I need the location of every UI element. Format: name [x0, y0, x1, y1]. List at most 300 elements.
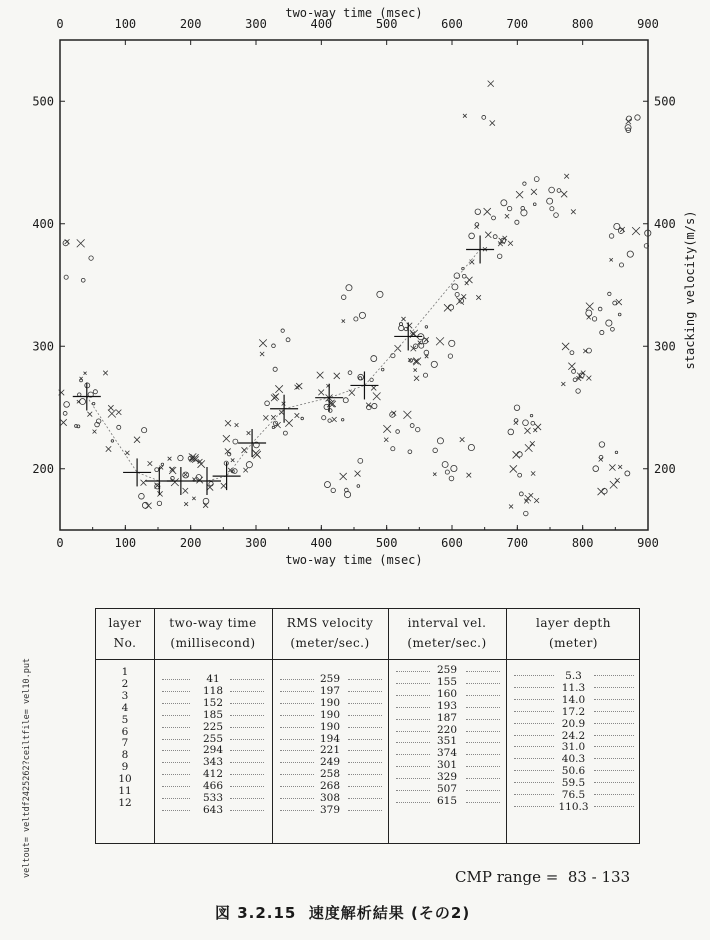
dotted-leader — [594, 770, 634, 771]
semblance-cross-mark — [108, 405, 113, 410]
layer-depth-value: 59.5 — [561, 777, 586, 790]
semblance-cross-mark — [561, 382, 565, 386]
semblance-cross-mark — [263, 415, 268, 420]
semblance-cross-mark — [355, 471, 361, 477]
semblance-circle-mark — [272, 426, 274, 428]
dotted-leader — [514, 806, 554, 807]
dotted-leader — [348, 691, 382, 692]
dotted-leader — [230, 810, 264, 811]
dotted-leader — [348, 703, 382, 704]
x-tick-label-top: 100 — [114, 17, 137, 31]
semblance-circle-mark — [431, 361, 437, 367]
semblance-cross-mark — [484, 208, 491, 215]
semblance-cross-mark — [342, 319, 345, 322]
header-text: (meter) — [548, 636, 598, 650]
semblance-cross-mark — [60, 419, 67, 426]
semblance-cross-mark — [223, 435, 230, 442]
dotted-leader — [230, 786, 264, 787]
dotted-leader — [466, 742, 500, 743]
semblance-cross-mark — [599, 457, 603, 461]
rms-velocity-value: 194 — [319, 732, 341, 745]
dotted-leader — [162, 762, 190, 763]
semblance-cross-mark — [456, 297, 464, 305]
semblance-circle-mark — [557, 189, 561, 193]
semblance-circle-mark — [593, 466, 599, 472]
semblance-cross-mark — [221, 483, 227, 489]
dotted-leader — [466, 754, 500, 755]
semblance-circle-mark — [372, 403, 377, 408]
semblance-cross-mark — [192, 497, 195, 500]
x-tick-label-top: 300 — [245, 17, 267, 31]
semblance-circle-mark — [391, 447, 395, 451]
x-tick-label-top: 600 — [441, 17, 463, 31]
semblance-circle-mark — [534, 177, 539, 182]
header-text: RMS velocity — [286, 616, 374, 630]
rms-velocity-value: 259 — [319, 673, 341, 685]
semblance-circle-mark — [455, 292, 459, 296]
semblance-circle-mark — [157, 501, 161, 505]
layer-number: 1 — [121, 666, 129, 678]
dotted-leader — [230, 727, 264, 728]
layer-number: 2 — [121, 677, 129, 690]
header-text: interval vel. — [407, 616, 487, 630]
x-tick-label-bottom: 100 — [114, 536, 137, 550]
picked-velocity-point — [238, 429, 266, 457]
interval-velocity-value: 193 — [436, 699, 458, 712]
dotted-leader — [280, 691, 314, 692]
dotted-leader — [594, 687, 634, 688]
dotted-leader — [348, 739, 382, 740]
dotted-leader — [280, 810, 314, 811]
header-layer-no — [96, 613, 154, 653]
semblance-circle-mark — [322, 416, 326, 420]
semblance-cross-mark — [116, 410, 121, 415]
rms-velocity-value: 221 — [319, 744, 341, 757]
semblance-cross-mark — [632, 227, 640, 235]
dotted-leader — [466, 719, 500, 720]
dotted-leader — [348, 786, 382, 787]
semblance-circle-mark — [602, 488, 607, 493]
semblance-cross-mark — [564, 174, 569, 179]
semblance-circle-mark — [554, 213, 559, 218]
semblance-cross-mark — [413, 358, 421, 366]
semblance-circle-mark — [324, 404, 329, 409]
two-way-time-value: 185 — [202, 708, 224, 721]
semblance-cross-mark — [490, 120, 495, 125]
two-way-time-value: 343 — [202, 756, 224, 769]
layer-number: 6 — [121, 725, 129, 738]
picked-velocity-point — [167, 467, 195, 495]
semblance-circle-mark — [63, 411, 67, 415]
x-tick-label-bottom: 300 — [245, 536, 267, 550]
semblance-circle-mark — [547, 198, 553, 204]
rms-velocity-value: 190 — [319, 720, 341, 733]
semblance-cross-mark — [586, 376, 591, 381]
semblance-cross-mark — [466, 473, 471, 478]
semblance-cross-mark — [510, 465, 517, 472]
semblance-circle-mark — [423, 373, 427, 377]
semblance-circle-mark — [64, 275, 68, 279]
semblance-circle-mark — [576, 389, 581, 394]
dotted-leader — [594, 711, 634, 712]
semblance-cross-mark — [134, 437, 140, 443]
rms-velocity-value: 268 — [319, 780, 341, 793]
semblance-cross-mark — [524, 428, 530, 434]
semblance-circle-mark — [448, 305, 453, 310]
dotted-leader — [514, 794, 554, 795]
semblance-circle-mark — [523, 182, 526, 185]
semblance-circle-mark — [614, 223, 620, 229]
dotted-leader — [466, 695, 500, 696]
semblance-circle-mark — [635, 115, 640, 120]
semblance-cross-mark — [340, 473, 347, 480]
semblance-circle-mark — [346, 285, 352, 291]
semblance-circle-mark — [371, 356, 377, 362]
header-rms-velocity — [272, 613, 388, 653]
semblance-circle-mark — [508, 429, 514, 435]
semblance-cross-mark — [609, 464, 615, 470]
interval-velocity-value: 329 — [436, 771, 458, 784]
semblance-cross-mark — [508, 241, 513, 246]
dotted-leader — [162, 703, 190, 704]
semblance-cross-mark — [159, 466, 163, 470]
semblance-cross-mark — [516, 191, 523, 198]
semblance-cross-mark — [349, 390, 355, 396]
dotted-leader — [230, 679, 264, 680]
semblance-circle-mark — [530, 414, 532, 416]
semblance-circle-mark — [272, 344, 276, 348]
dotted-leader — [594, 723, 634, 724]
semblance-circle-mark — [448, 354, 452, 358]
semblance-circle-mark — [573, 378, 577, 382]
semblance-cross-mark — [235, 423, 239, 427]
rms-velocity-value: 190 — [319, 708, 341, 721]
layer-number: 4 — [121, 701, 129, 714]
x-tick-label-top: 700 — [506, 17, 529, 31]
semblance-cross-mark — [225, 420, 231, 426]
semblance-cross-mark — [384, 438, 388, 442]
dotted-leader — [162, 786, 190, 787]
semblance-circle-mark — [627, 251, 633, 257]
rms-velocity-value: 190 — [319, 696, 341, 709]
dotted-leader — [230, 739, 264, 740]
semblance-circle-mark — [89, 256, 93, 260]
semblance-circle-mark — [550, 207, 554, 211]
dotted-leader — [162, 774, 190, 775]
semblance-cross-mark — [534, 498, 539, 503]
dotted-leader — [466, 731, 500, 732]
semblance-circle-mark — [618, 313, 621, 316]
dotted-leader — [396, 731, 430, 732]
semblance-circle-mark — [232, 469, 237, 474]
semblance-cross-mark — [531, 471, 535, 475]
semblance-circle-mark — [155, 468, 159, 472]
dotted-leader — [514, 770, 554, 771]
y-axis-title-right: stacking velocity(m/s) — [683, 210, 697, 370]
rms-velocity-value: 197 — [319, 684, 341, 697]
layer-number: 8 — [121, 749, 129, 762]
x-tick-label-top: 0 — [56, 17, 64, 31]
dotted-leader — [594, 675, 634, 676]
dotted-leader — [280, 762, 314, 763]
y-tick-label-right: 400 — [654, 216, 676, 231]
semblance-cross-mark — [414, 368, 417, 371]
layer-depth-value: 24.2 — [561, 729, 586, 742]
semblance-circle-mark — [625, 471, 630, 476]
interval-velocity-value: 374 — [436, 747, 458, 760]
semblance-cross-mark — [93, 430, 97, 434]
picked-velocity-point — [466, 235, 494, 263]
semblance-circle-mark — [592, 317, 596, 321]
semblance-circle-mark — [396, 430, 400, 434]
layer-number: 11 — [118, 785, 132, 797]
semblance-circle-mark — [492, 216, 496, 220]
layer-number: 9 — [121, 761, 129, 774]
two-way-time-value: 466 — [202, 780, 224, 793]
semblance-circle-mark — [433, 448, 438, 453]
semblance-circle-mark — [209, 482, 213, 486]
dotted-leader — [396, 802, 430, 803]
picked-velocity-line — [87, 250, 480, 482]
file-note: veltout= veltdf2425262?ceiltfile= vel10.put — [22, 657, 32, 878]
semblance-circle-mark — [452, 284, 458, 290]
header-interval-velocity — [388, 613, 506, 653]
semblance-circle-mark — [357, 485, 360, 488]
semblance-cross-mark — [460, 437, 465, 442]
dotted-leader — [230, 798, 264, 799]
semblance-cross-mark — [103, 371, 108, 376]
dotted-leader — [466, 790, 500, 791]
semblance-circle-mark — [531, 421, 535, 425]
semblance-circle-mark — [301, 417, 304, 420]
dotted-leader — [280, 750, 314, 751]
dotted-leader — [594, 746, 634, 747]
y-tick-label-left: 400 — [32, 216, 54, 231]
semblance-cross-mark — [514, 421, 518, 425]
picked-velocity-point — [123, 458, 151, 486]
semblance-cross-mark — [383, 425, 391, 433]
semblance-cross-mark — [525, 444, 533, 452]
semblance-cross-mark — [148, 461, 153, 466]
header-text: two-way time — [169, 616, 257, 630]
layer-depth-value: 20.9 — [561, 717, 586, 730]
semblance-circle-mark — [178, 455, 183, 460]
semblance-circle-mark — [587, 348, 592, 353]
dotted-leader — [466, 707, 500, 708]
semblance-circle-mark — [572, 369, 576, 373]
semblance-circle-mark — [359, 312, 365, 318]
semblance-circle-mark — [233, 439, 238, 444]
semblance-circle-mark — [93, 390, 97, 394]
header-two-way-time — [154, 613, 272, 653]
semblance-circle-mark — [283, 431, 287, 435]
interval-velocity-value: 187 — [436, 711, 458, 724]
y-tick-label-left: 200 — [32, 461, 54, 476]
semblance-cross-mark — [436, 337, 444, 345]
x-axis-title-bottom: two-way time (msec) — [285, 553, 423, 567]
dotted-leader — [230, 703, 264, 704]
dotted-leader — [594, 699, 634, 700]
semblance-circle-mark — [462, 274, 466, 278]
semblance-circle-mark — [449, 340, 455, 346]
semblance-cross-mark — [183, 473, 187, 477]
layer-number: 10 — [118, 773, 132, 786]
layer-depth-value: 110.3 — [558, 800, 589, 813]
semblance-circle-mark — [609, 234, 614, 239]
dotted-leader — [514, 687, 554, 688]
semblance-cross-mark — [275, 385, 283, 393]
dotted-leader — [514, 675, 554, 676]
dotted-leader — [466, 778, 500, 779]
dotted-leader — [466, 671, 500, 672]
x-tick-label-bottom: 500 — [375, 536, 398, 550]
semblance-circle-mark — [425, 326, 428, 329]
semblance-circle-mark — [445, 470, 449, 474]
semblance-circle-mark — [344, 491, 350, 497]
dotted-leader — [162, 691, 190, 692]
dotted-leader — [280, 786, 314, 787]
semblance-circle-mark — [381, 368, 384, 371]
semblance-cross-mark — [87, 412, 92, 417]
two-way-time-value: 118 — [202, 684, 224, 697]
dotted-leader — [162, 727, 190, 728]
semblance-cross-mark — [413, 359, 419, 365]
dotted-leader — [280, 715, 314, 716]
semblance-cross-mark — [433, 473, 436, 476]
semblance-cross-mark — [610, 481, 618, 489]
plot-frame — [60, 40, 648, 530]
semblance-circle-mark — [523, 420, 529, 426]
layer-depth-value: 11.3 — [561, 681, 586, 694]
semblance-circle-mark — [81, 278, 85, 282]
semblance-circle-mark — [497, 254, 502, 259]
interval-velocity-value: 351 — [436, 735, 458, 748]
dotted-leader — [514, 711, 554, 712]
semblance-cross-mark — [125, 451, 129, 455]
semblance-circle-mark — [377, 291, 383, 297]
dotted-leader — [594, 758, 634, 759]
semblance-circle-mark — [343, 398, 348, 403]
two-way-time-value: 225 — [202, 720, 224, 733]
semblance-circle-mark — [281, 329, 284, 332]
semblance-circle-mark — [449, 476, 454, 481]
semblance-circle-mark — [519, 492, 523, 496]
semblance-circle-mark — [606, 320, 612, 326]
y-tick-label-right: 300 — [654, 339, 676, 354]
dotted-leader — [162, 810, 190, 811]
dotted-leader — [162, 739, 190, 740]
dotted-leader — [348, 750, 382, 751]
dotted-leader — [348, 762, 382, 763]
semblance-cross-mark — [106, 446, 111, 451]
two-way-time-value: 643 — [202, 803, 224, 816]
semblance-circle-mark — [600, 330, 604, 334]
semblance-cross-mark — [259, 339, 267, 347]
semblance-circle-mark — [410, 424, 414, 428]
y-tick-label-right: 200 — [654, 461, 676, 476]
semblance-cross-mark — [84, 372, 87, 375]
semblance-circle-mark — [324, 482, 330, 488]
semblance-circle-mark — [570, 351, 574, 355]
semblance-cross-mark — [318, 390, 324, 396]
x-tick-label-bottom: 800 — [571, 536, 594, 550]
header-layer-depth — [506, 613, 641, 653]
semblance-circle-mark — [613, 301, 617, 305]
interval-velocity-value: 259 — [436, 664, 458, 676]
semblance-circle-mark — [424, 350, 429, 355]
dotted-leader — [514, 758, 554, 759]
semblance-cross-mark — [488, 81, 494, 87]
semblance-circle-mark — [142, 428, 147, 433]
semblance-cross-mark — [285, 419, 292, 426]
two-way-time-value: 412 — [202, 768, 224, 781]
semblance-cross-mark — [571, 209, 576, 214]
dotted-leader — [230, 691, 264, 692]
dotted-leader — [396, 671, 430, 672]
semblance-circle-mark — [265, 401, 270, 406]
semblance-cross-mark — [618, 465, 622, 469]
semblance-cross-mark — [157, 491, 162, 496]
semblance-circle-mark — [80, 399, 86, 405]
dotted-leader — [348, 774, 382, 775]
picked-velocity-point — [213, 462, 241, 490]
dotted-leader — [230, 715, 264, 716]
semblance-cross-mark — [475, 225, 479, 229]
semblance-cross-mark — [533, 428, 537, 432]
rms-velocity-value: 249 — [319, 756, 341, 769]
dotted-leader — [280, 727, 314, 728]
semblance-circle-mark — [246, 462, 252, 468]
semblance-cross-mark — [461, 294, 466, 299]
semblance-circle-mark — [619, 263, 623, 267]
semblance-cross-mark — [530, 441, 535, 446]
layer-depth-value: 31.0 — [561, 741, 586, 754]
semblance-circle-mark — [615, 451, 617, 453]
semblance-cross-mark — [332, 417, 337, 422]
semblance-cross-mark — [242, 447, 248, 453]
semblance-cross-mark — [561, 191, 567, 197]
interval-velocity-value: 155 — [436, 675, 458, 688]
semblance-cross-mark — [169, 467, 176, 474]
x-tick-label-bottom: 400 — [310, 536, 333, 550]
semblance-cross-mark — [247, 431, 251, 435]
x-tick-label-top: 900 — [637, 17, 659, 31]
semblance-circle-mark — [469, 233, 475, 239]
two-way-time-value: 41 — [206, 673, 220, 685]
x-tick-label-bottom: 900 — [637, 536, 659, 550]
semblance-circle-mark — [341, 295, 346, 300]
semblance-cross-mark — [568, 363, 575, 370]
header-text: (millisecond) — [170, 636, 256, 650]
layer-depth-value: 14.0 — [561, 693, 586, 706]
semblance-cross-mark — [231, 458, 235, 462]
semblance-circle-mark — [517, 452, 522, 457]
interval-velocity-value: 301 — [436, 759, 458, 772]
semblance-cross-mark — [615, 478, 620, 483]
dotted-leader — [280, 798, 314, 799]
semblance-circle-mark — [78, 393, 81, 396]
semblance-cross-mark — [509, 504, 513, 508]
dotted-leader — [396, 707, 430, 708]
semblance-cross-mark — [317, 372, 324, 379]
semblance-circle-mark — [515, 220, 519, 224]
semblance-cross-mark — [373, 392, 381, 400]
semblance-circle-mark — [451, 465, 457, 471]
semblance-cross-mark — [273, 394, 277, 398]
x-tick-label-top: 200 — [179, 17, 202, 31]
dotted-leader — [162, 798, 190, 799]
dotted-leader — [348, 679, 382, 680]
